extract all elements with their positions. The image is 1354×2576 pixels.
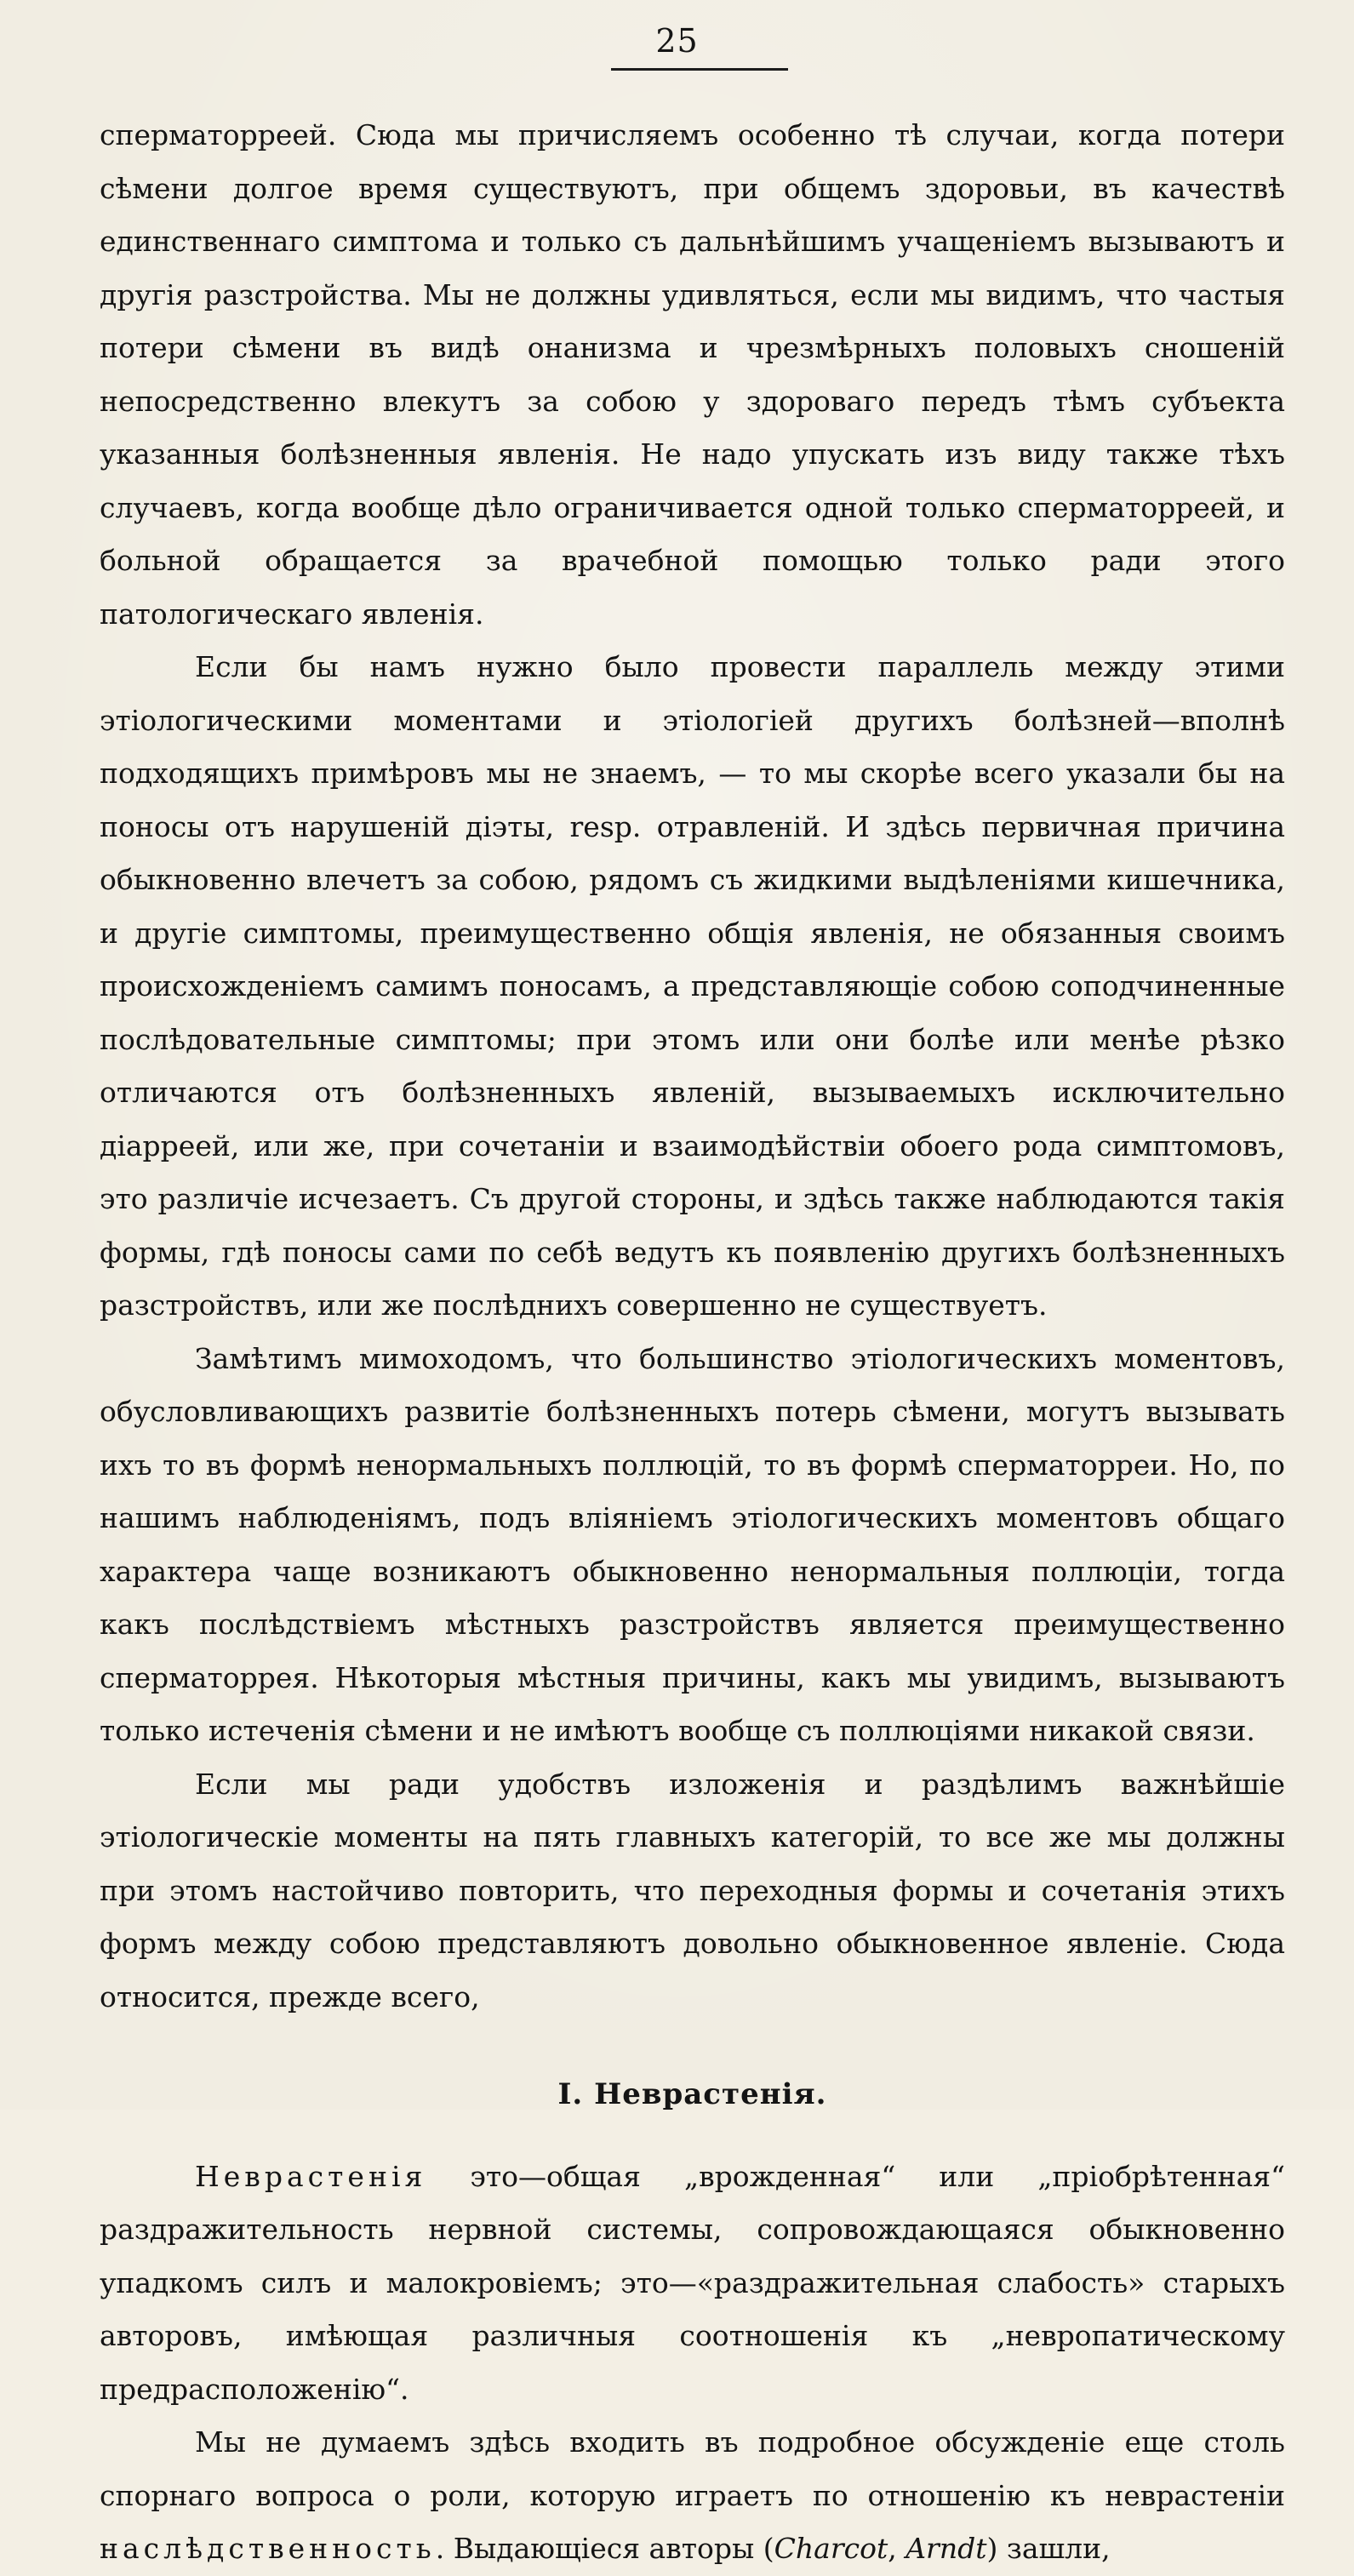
term-neurasthenia: Неврастенія	[195, 2159, 427, 2193]
section-spacer	[100, 2122, 1285, 2150]
paragraph-spermatorrhea-continuation: сперматорреей. Сюда мы причисляемъ особенно тѣ случаи, когда потери сѣмени долгое время существуютъ, при общемъ здоровьи, въ качествѣ единственнаго симптома и только съ дальнѣйшимъ учащеніемъ вызываютъ и другія разстройства. Мы не должны удивляться, если мы видимъ, что частыя потери сѣмени въ видѣ онанизма и чрезмѣрныхъ половыхъ сношеній непосредственно влекутъ за собою у здороваго передъ тѣмъ субъекта указанныя болѣзненныя явленія. Не надо упускать изъ виду также тѣхъ случаевъ, когда вообще дѣло ограничивается одной только сперматорреей, и больной обращается за врачебной помощью только ради этого патологическаго явленія.	[100, 118, 1285, 631]
paragraph-five-categories: Если мы ради удобствъ изложенія и раздѣлимъ важнѣйшіе этіологическіе моменты на пять главныхъ категорій, то все же мы должны при этомъ настойчиво повторить, что переходныя формы и сочетанія этихъ формъ между собою представляютъ довольно обыкновенное явленіе. Сюда относится, прежде всего,	[100, 1767, 1285, 2013]
header-rule	[611, 68, 788, 71]
page-body	[100, 109, 1285, 2576]
section-spacer	[100, 2024, 1285, 2068]
definition-text: это—общая „врожденная“ или „пріобрѣтенная“ раздражительность нервной системы, сопровождающаяся обыкновенно упадкомъ силъ и малокровіемъ; это—«раздражительная слабость» старыхъ авторовъ, имѣющая различныя соотношенія къ „невропатическому предрасположенію“.	[100, 2159, 1285, 2406]
heredity-text-before: Мы не думаемъ здѣсь входить въ подробное обсужденіе еще столь спорнаго вопроса о роли, которую играетъ по отношенію къ неврастеніи	[100, 2425, 1285, 2512]
paragraph-etiological-moments: Замѣтимъ мимоходомъ, что большинство этіологическихъ моментовъ, обусловливающихъ развитіе болѣзненныхъ потерь сѣмени, могутъ вызывать ихъ то въ формѣ ненормальныхъ поллюцій, то въ формѣ сперматорреи. Но, по нашимъ наблюденіямъ, подъ вліяніемъ этіологическихъ моментовъ общаго характера чаще возникаютъ обыкновенно ненормальныя поллюціи, тогда какъ послѣдствіемъ мѣстныхъ разстройствъ является преимущественно сперматоррея. Нѣкоторыя мѣстныя причины, какъ мы увидимъ, вызываютъ только истеченія сѣмени и не имѣютъ вообще съ поллюціями никакой связи.	[100, 1341, 1285, 1747]
heredity-text-middle: . Выдающіеся авторы (	[435, 2532, 774, 2565]
paragraph-heredity	[100, 2416, 1285, 2576]
author-arndt: Arndt	[906, 2532, 987, 2565]
author-separator: ,	[888, 2532, 906, 2565]
page-number: 25	[655, 22, 699, 60]
term-heredity: наслѣдственность	[100, 2532, 436, 2565]
paragraph-etiology-parallel: Если бы намъ нужно было провести параллель между этими этіологическими моментами и этіологіей другихъ болѣзней—вполнѣ подходящихъ примѣровъ мы не знаемъ, — то мы скорѣе всего указали бы на поносы отъ нарушеній діэты, resp. отравленій. И здѣсь первичная причина обыкновенно влечетъ за собою, рядомъ съ жидкими выдѣленіями кишечника, и другіе симптомы, преимущественно общія явленія, не обязанныя своимъ происхожденіемъ самимъ поносамъ, а представляющіе собою соподчиненные послѣдовательные симптомы; при этомъ или они болѣе или менѣе рѣзко отличаются отъ болѣзненныхъ явленій, вызываемыхъ исключительно діарреей, или же, при сочетаніи и взаимодѣйствіи обоего рода симптомовъ, это различіе исчезаетъ. Съ другой стороны, и здѣсь также наблюдаются такія формы, гдѣ поносы сами по себѣ ведутъ къ появленію другихъ болѣзненныхъ разстройствъ, или же послѣднихъ совершенно не существуетъ.	[100, 650, 1285, 1322]
section-heading: I. Неврастенія.	[557, 2077, 827, 2111]
heredity-text-after: ) зашли,	[986, 2532, 1111, 2565]
author-charcot: Charcot	[774, 2532, 888, 2565]
paragraph-neurasthenia-definition	[100, 2150, 1285, 2417]
